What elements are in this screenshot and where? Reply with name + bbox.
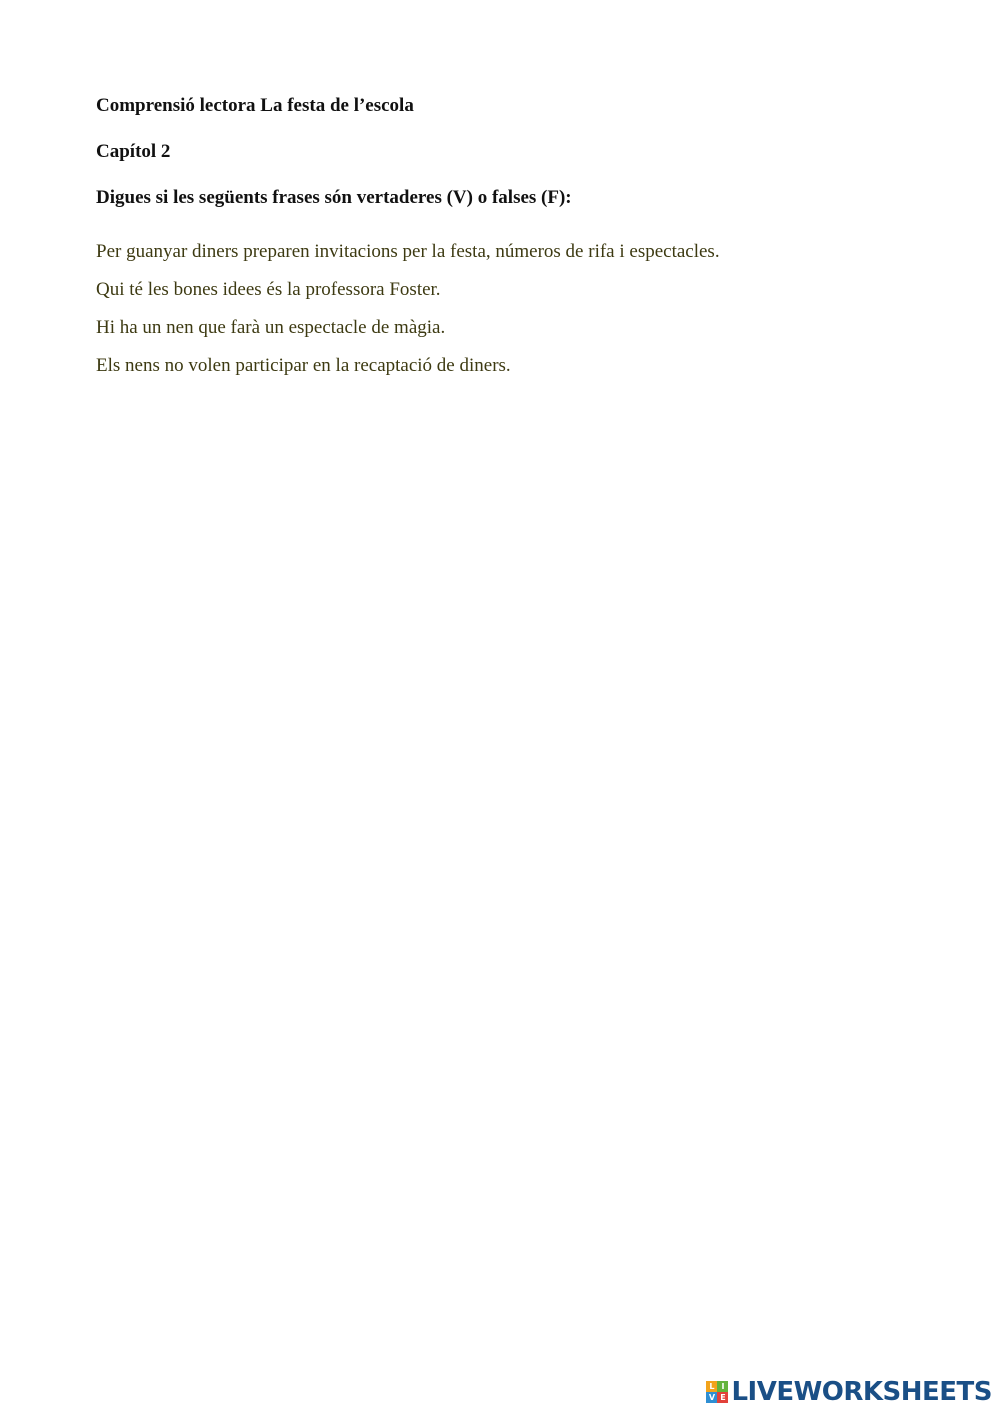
statement-item: Qui té les bones idees és la professora Foster. bbox=[96, 279, 441, 300]
statement-item: Els nens no volen participar en la recaptació de diners. bbox=[96, 355, 511, 376]
logo-letter: I bbox=[717, 1381, 728, 1392]
statement-item: Per guanyar diners preparen invitacions per la festa, números de rifa i espectacles. bbox=[96, 241, 720, 262]
chapter-heading: Capítol 2 bbox=[96, 141, 171, 162]
logo-letter: E bbox=[717, 1392, 728, 1403]
instruction-text: Digues si les següents frases són vertaderes (V) o falses (F): bbox=[96, 187, 572, 208]
statement-list bbox=[96, 233, 720, 385]
worksheet-title: Comprensió lectora La festa de l’escola bbox=[96, 95, 414, 116]
logo-letter: L bbox=[706, 1381, 717, 1392]
liveworksheets-brand bbox=[706, 1377, 992, 1407]
logo-letter: V bbox=[706, 1392, 717, 1403]
brand-name: LIVEWORKSHEETS bbox=[731, 1377, 992, 1407]
statement-item: Hi ha un nen que farà un espectacle de màgia. bbox=[96, 317, 446, 338]
liveworksheets-logo-icon bbox=[706, 1381, 728, 1403]
